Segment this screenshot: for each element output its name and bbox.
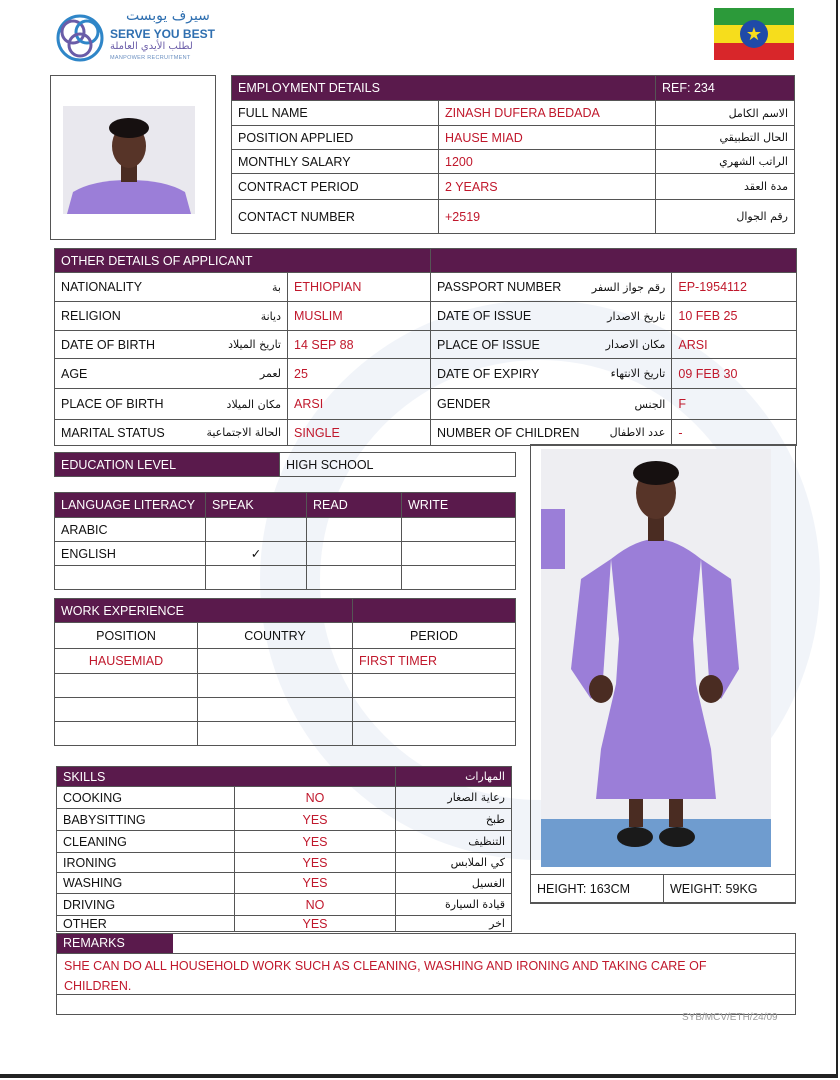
ar-contact-number: رقم الجوال	[656, 200, 795, 234]
skill-other: OTHER	[57, 916, 235, 932]
skill-cooking-value: NO	[235, 787, 396, 809]
other-details-header: OTHER DETAILS OF APPLICANT	[55, 249, 431, 273]
work-row-country	[198, 649, 353, 674]
skill-ironing-value: YES	[235, 853, 396, 873]
remarks-box	[56, 933, 796, 1015]
lang-header-literacy: LANGUAGE LITERACY	[55, 493, 206, 518]
ar-date-of-birth: تاريخ الميلاد	[195, 331, 288, 359]
work-empty-cell	[55, 722, 198, 746]
work-empty-cell	[55, 698, 198, 722]
value-marital-status: SINGLE	[288, 420, 431, 446]
value-place-of-birth: ARSI	[288, 389, 431, 420]
value-passport-number: EP-1954112	[672, 273, 797, 302]
lang-arabic: ARABIC	[55, 518, 206, 542]
lang-empty-read	[307, 566, 402, 590]
ar-religion: ديانة	[195, 302, 288, 331]
lang-header-read: READ	[307, 493, 402, 518]
label-marital-status: MARITAL STATUS	[55, 420, 196, 446]
ar-date-of-expiry: تاريخ الانتهاء	[585, 359, 672, 389]
ref-number: REF: 234	[656, 76, 795, 101]
skills-header: SKILLS	[57, 767, 396, 787]
skill-driving-ar: قيادة السيارة	[396, 894, 512, 916]
lang-empty-write	[402, 566, 516, 590]
value-position-applied: HAUSE MIAD	[439, 126, 656, 150]
label-place-of-birth: PLACE OF BIRTH	[55, 389, 196, 420]
full-body-photo-frame	[530, 444, 796, 904]
ethiopia-flag	[714, 8, 794, 60]
ar-number-of-children: عدد الاطفال	[585, 420, 672, 446]
label-nationality: NATIONALITY	[55, 273, 196, 302]
ar-nationality: بة	[195, 273, 288, 302]
lang-header-speak: SPEAK	[206, 493, 307, 518]
skill-driving-value: NO	[235, 894, 396, 916]
label-date-of-issue: DATE OF ISSUE	[431, 302, 586, 331]
work-header: WORK EXPERIENCE	[55, 599, 353, 623]
work-row-period: FIRST TIMER	[353, 649, 516, 674]
value-religion: MUSLIM	[288, 302, 431, 331]
skill-babysitting: BABYSITTING	[57, 809, 235, 831]
work-col-position: POSITION	[55, 623, 198, 649]
label-contract-period: CONTRACT PERIOD	[232, 174, 439, 200]
remarks-header: REMARKS	[57, 934, 173, 953]
skill-babysitting-ar: طبخ	[396, 809, 512, 831]
ar-place-of-birth: مكان الميلاد	[195, 389, 288, 420]
ar-age: لعمر	[195, 359, 288, 389]
skill-cooking-ar: رعاية الصغار	[396, 787, 512, 809]
lang-english-speak: ✓	[206, 542, 307, 566]
ar-full-name: الاسم الكامل	[656, 101, 795, 126]
value-date-of-birth: 14 SEP 88	[288, 331, 431, 359]
ar-contract-period: مدة العقد	[656, 174, 795, 200]
logo-sub: MANPOWER RECRUITMENT	[110, 55, 191, 61]
ar-position-applied: الحال التطبيقي	[656, 126, 795, 150]
logo-arabic-sub: لطلب الأيدي العاملة	[110, 41, 193, 52]
logo-emblem-icon	[54, 12, 106, 64]
label-passport-number: PASSPORT NUMBER	[431, 273, 586, 302]
skill-washing-value: YES	[235, 873, 396, 894]
skill-washing-ar: الغسيل	[396, 873, 512, 894]
lang-empty	[55, 566, 206, 590]
lang-arabic-read	[307, 518, 402, 542]
work-col-period: PERIOD	[353, 623, 516, 649]
ar-passport-number: رقم جواز السفر	[585, 273, 672, 302]
skill-other-ar: اخر	[396, 916, 512, 932]
ar-place-of-issue: مكان الاصدار	[585, 331, 672, 359]
company-logo	[54, 8, 224, 68]
education-value: HIGH SCHOOL	[280, 453, 516, 477]
value-nationality: ETHIOPIAN	[288, 273, 431, 302]
value-contact-number: +2519	[439, 200, 656, 234]
value-monthly-salary: 1200	[439, 150, 656, 174]
value-date-of-expiry: 09 FEB 30	[672, 359, 797, 389]
flag-star-icon: ★	[740, 20, 768, 48]
work-experience-table	[54, 598, 516, 746]
value-gender: F	[672, 389, 797, 420]
education-label: EDUCATION LEVEL	[55, 453, 280, 477]
label-position-applied: POSITION APPLIED	[232, 126, 439, 150]
skill-cleaning: CLEANING	[57, 831, 235, 853]
label-full-name: FULL NAME	[232, 101, 439, 126]
work-empty-cell	[55, 674, 198, 698]
value-full-name: ZINASH DUFERA BEDADA	[439, 101, 656, 126]
lang-empty-speak	[206, 566, 307, 590]
lang-arabic-write	[402, 518, 516, 542]
work-empty-cell	[198, 722, 353, 746]
skills-header-ar: المهارات	[396, 767, 512, 787]
ar-monthly-salary: الراتب الشهري	[656, 150, 795, 174]
ar-marital-status: الحالة الاجتماعية	[195, 420, 288, 446]
skill-washing: WASHING	[57, 873, 235, 894]
remarks-text: SHE CAN DO ALL HOUSEHOLD WORK SUCH AS CLEANING, WASHING AND IRONING AND TAKING CARE OF CHILDREN.	[64, 959, 707, 993]
height-value: HEIGHT: 163CM	[531, 875, 664, 903]
label-religion: RELIGION	[55, 302, 196, 331]
label-gender: GENDER	[431, 389, 586, 420]
work-empty-cell	[353, 698, 516, 722]
label-age: AGE	[55, 359, 196, 389]
lang-english-write	[402, 542, 516, 566]
value-number-of-children: -	[672, 420, 797, 446]
applicant-portrait	[63, 106, 195, 214]
work-col-country: COUNTRY	[198, 623, 353, 649]
value-age: 25	[288, 359, 431, 389]
weight-value: WEIGHT: 59KG	[664, 875, 796, 903]
applicant-photo-frame	[50, 75, 216, 240]
skill-cleaning-ar: التنظيف	[396, 831, 512, 853]
work-empty-cell	[198, 674, 353, 698]
other-details-table	[54, 248, 797, 446]
skill-babysitting-value: YES	[235, 809, 396, 831]
label-place-of-issue: PLACE OF ISSUE	[431, 331, 586, 359]
value-place-of-issue: ARSI	[672, 331, 797, 359]
employment-details-table	[231, 75, 795, 234]
label-date-of-expiry: DATE OF EXPIRY	[431, 359, 586, 389]
skill-ironing: IRONING	[57, 853, 235, 873]
skill-ironing-ar: كي الملابس	[396, 853, 512, 873]
ar-gender: الجنس	[585, 389, 672, 420]
label-monthly-salary: MONTHLY SALARY	[232, 150, 439, 174]
lang-header-write: WRITE	[402, 493, 516, 518]
lang-english: ENGLISH	[55, 542, 206, 566]
education-table	[54, 452, 516, 477]
full-body-photo	[541, 449, 771, 867]
ar-date-of-issue: تاريخ الاصدار	[585, 302, 672, 331]
value-contract-period: 2 YEARS	[439, 174, 656, 200]
work-empty-cell	[198, 698, 353, 722]
skill-cooking: COOKING	[57, 787, 235, 809]
work-empty-cell	[353, 674, 516, 698]
language-literacy-table	[54, 492, 516, 590]
skills-table	[56, 766, 512, 932]
work-empty-cell	[353, 722, 516, 746]
logo-arabic: سيرف يوبست	[126, 8, 210, 24]
skill-driving: DRIVING	[57, 894, 235, 916]
lang-arabic-speak	[206, 518, 307, 542]
label-date-of-birth: DATE OF BIRTH	[55, 331, 196, 359]
employment-header: EMPLOYMENT DETAILS	[232, 76, 656, 101]
label-contact-number: CONTACT NUMBER	[232, 200, 439, 234]
label-number-of-children: NUMBER OF CHILDREN	[431, 420, 586, 446]
logo-name: SERVE YOU BEST	[110, 27, 215, 41]
lang-english-read	[307, 542, 402, 566]
skill-other-value: YES	[235, 916, 396, 932]
value-date-of-issue: 10 FEB 25	[672, 302, 797, 331]
measurements-table	[530, 874, 796, 903]
skill-cleaning-value: YES	[235, 831, 396, 853]
document-code: SYB/MCV/ETH/24/09	[682, 1012, 778, 1023]
work-row-position: HAUSEMIAD	[55, 649, 198, 674]
